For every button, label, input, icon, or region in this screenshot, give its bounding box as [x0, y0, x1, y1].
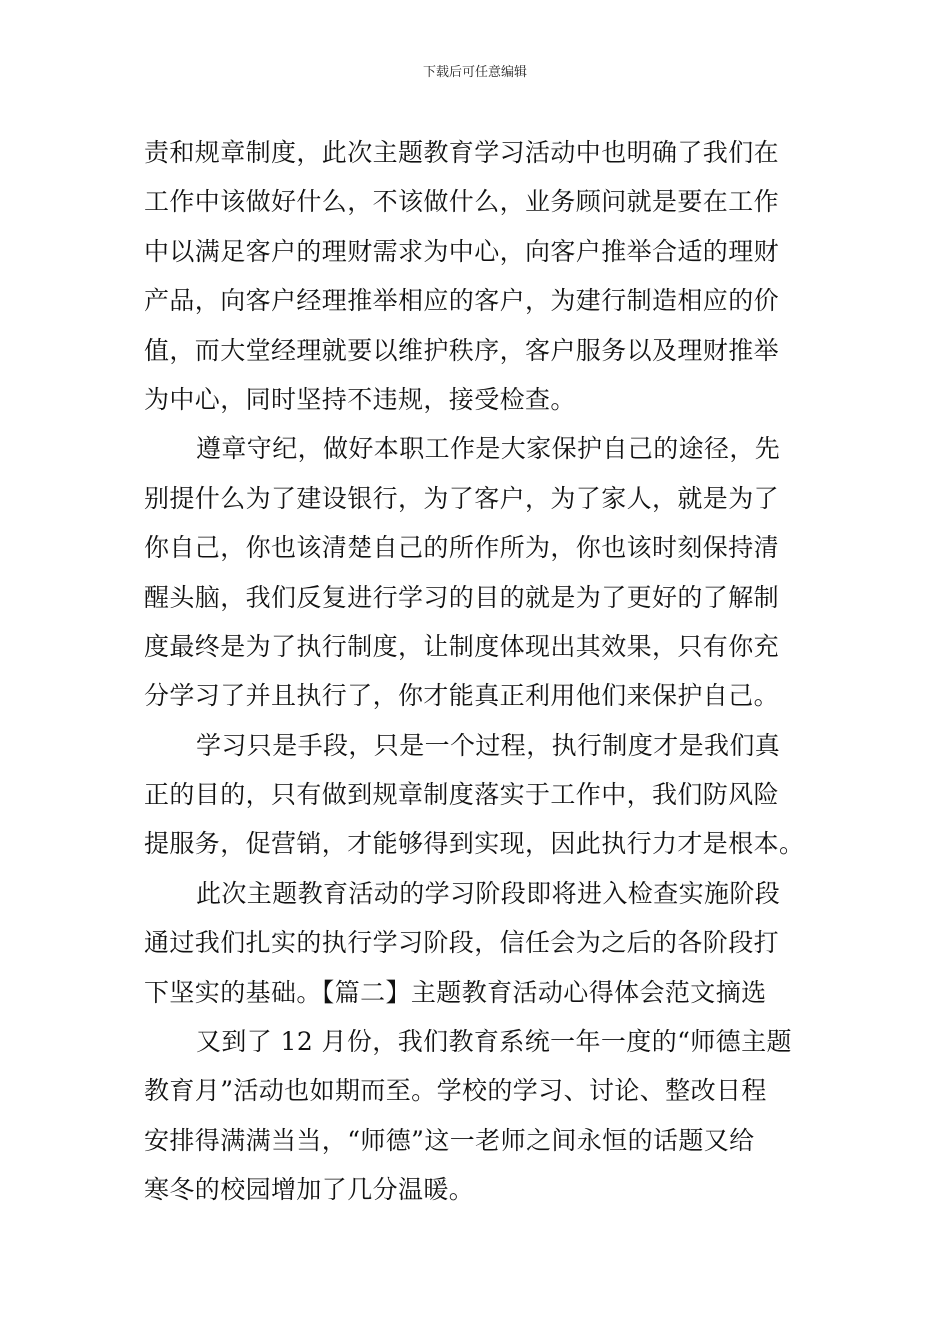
- text-line: 产品，向客户经理推举相应的客户，为建行制造相应的价: [144, 286, 780, 316]
- text-line: 教育月”活动也如期而至。学校的学习、讨论、整改日程: [144, 1076, 767, 1106]
- text-line: 寒冬的校园增加了几分温暖。: [144, 1175, 475, 1205]
- text-line: 责和规章制度，此次主题教育学习活动中也明确了我们在: [144, 138, 780, 167]
- text-line: 通过我们扎实的执行学习阶段，信任会为之后的各阶段打: [144, 928, 780, 958]
- text-line: 工作中该做好什么，不该做什么，业务顾问就是要在工作: [144, 187, 780, 217]
- text-line: 正的目的，只有做到规章制度落实于工作中，我们防风险: [144, 780, 780, 810]
- text-line: 此次主题教育活动的学习阶段即将进入检查实施阶段: [196, 878, 781, 908]
- text-line: 值，而大堂经理就要以维护秩序，客户服务以及理财推举: [144, 335, 780, 365]
- document-body: [144, 128, 808, 1215]
- text-line: 提服务，促营销，才能够得到实现，因此执行力才是根本。: [144, 829, 805, 859]
- text-line: 醒头脑，我们反复进行学习的目的就是为了更好的了解制: [144, 582, 780, 612]
- text-line: 中以满足客户的理财需求为中心，向客户推举合适的理财: [144, 236, 780, 266]
- text-line: 安排得满满当当，“师德”这一老师之间永恒的话题又给: [144, 1125, 755, 1155]
- text-line: 遵章守纪，做好本职工作是大家保护自己的途径，先: [196, 434, 781, 464]
- text-line: 下坚实的基础。【篇二】主题教育活动心得体会范文摘选: [144, 977, 767, 1007]
- text-line: 你自己，你也该清楚自己的所作所为，你也该时刻保持清: [144, 533, 780, 563]
- text-line: 又到了 12 月份，我们教育系统一年一度的“师德主题: [196, 1027, 792, 1057]
- text-line: 别提什么为了建设银行，为了客户，为了家人，就是为了: [144, 483, 780, 513]
- text-line: 学习只是手段，只是一个过程，执行制度才是我们真: [196, 730, 781, 760]
- text-line: 为中心，同时坚持不违规，接受检查。: [144, 384, 576, 414]
- text-line: 度最终是为了执行制度，让制度体现出其效果，只有你充: [144, 631, 780, 661]
- text-line: 分学习了并且执行了，你才能真正利用他们来保护自己。: [144, 681, 780, 711]
- page-header: 下载后可任意编辑: [422, 65, 527, 80]
